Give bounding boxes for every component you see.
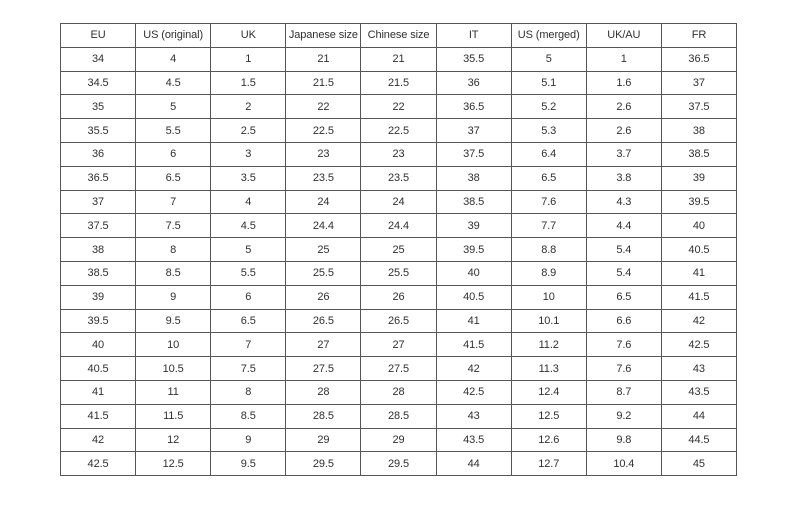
table-row	[61, 142, 737, 166]
table-cell: 28	[361, 380, 436, 404]
table-row	[61, 380, 737, 404]
table-cell: 7.5	[136, 214, 211, 238]
table-cell: 5.5	[211, 261, 286, 285]
table-cell: 10.1	[511, 309, 586, 333]
table-cell: 6	[136, 142, 211, 166]
table-row	[61, 404, 737, 428]
table-cell: 9	[211, 428, 286, 452]
table-cell: 43	[436, 404, 511, 428]
table-cell: 39.5	[661, 190, 736, 214]
column-header: IT	[436, 24, 511, 48]
table-cell: 2	[211, 95, 286, 119]
column-header: Japanese size	[286, 24, 361, 48]
table-cell: 29	[286, 428, 361, 452]
table-cell: 34.5	[61, 71, 136, 95]
table-row	[61, 190, 737, 214]
table-cell: 28.5	[286, 404, 361, 428]
table-cell: 2.5	[211, 119, 286, 143]
table-body	[61, 47, 737, 475]
table-cell: 8.5	[211, 404, 286, 428]
table-cell: 24	[361, 190, 436, 214]
table-cell: 29.5	[361, 452, 436, 476]
table-cell: 9.5	[211, 452, 286, 476]
table-cell: 26	[286, 285, 361, 309]
table-cell: 8.7	[586, 380, 661, 404]
table-cell: 6	[211, 285, 286, 309]
table-cell: 22.5	[286, 119, 361, 143]
table-cell: 25.5	[361, 261, 436, 285]
table-row	[61, 452, 737, 476]
table-cell: 22	[361, 95, 436, 119]
table-cell: 8	[136, 238, 211, 262]
column-header: US (merged)	[511, 24, 586, 48]
table-cell: 10	[136, 333, 211, 357]
table-cell: 4.5	[136, 71, 211, 95]
table-cell: 42	[61, 428, 136, 452]
table-cell: 37	[661, 71, 736, 95]
table-cell: 27.5	[286, 357, 361, 381]
table-cell: 2.6	[586, 119, 661, 143]
table-cell: 2.6	[586, 95, 661, 119]
table-cell: 41	[61, 380, 136, 404]
table-cell: 38.5	[61, 261, 136, 285]
table-cell: 3	[211, 142, 286, 166]
table-cell: 25	[286, 238, 361, 262]
table-cell: 4	[136, 47, 211, 71]
table-cell: 4.4	[586, 214, 661, 238]
table-cell: 8.5	[136, 261, 211, 285]
table-cell: 44.5	[661, 428, 736, 452]
table-cell: 36	[436, 71, 511, 95]
table-cell: 43.5	[436, 428, 511, 452]
table-cell: 28.5	[361, 404, 436, 428]
table-cell: 7.6	[586, 357, 661, 381]
table-cell: 5	[136, 95, 211, 119]
table-cell: 42.5	[436, 380, 511, 404]
table-cell: 39.5	[61, 309, 136, 333]
table-cell: 21	[286, 47, 361, 71]
table-cell: 8	[211, 380, 286, 404]
table-cell: 41.5	[661, 285, 736, 309]
table-cell: 9.2	[586, 404, 661, 428]
table-cell: 12.6	[511, 428, 586, 452]
table-cell: 43	[661, 357, 736, 381]
table-cell: 8.9	[511, 261, 586, 285]
table-cell: 1.5	[211, 71, 286, 95]
table-cell: 45	[661, 452, 736, 476]
table-cell: 4	[211, 190, 286, 214]
table-cell: 9	[136, 285, 211, 309]
table-cell: 5.3	[511, 119, 586, 143]
table-cell: 40.5	[661, 238, 736, 262]
table-cell: 41.5	[61, 404, 136, 428]
table-cell: 10.4	[586, 452, 661, 476]
table-cell: 26.5	[361, 309, 436, 333]
table-cell: 39.5	[436, 238, 511, 262]
table-row	[61, 166, 737, 190]
table-cell: 11.5	[136, 404, 211, 428]
table-cell: 36.5	[436, 95, 511, 119]
table-cell: 41.5	[436, 333, 511, 357]
table-cell: 12.4	[511, 380, 586, 404]
table-cell: 9.5	[136, 309, 211, 333]
table-cell: 12.5	[136, 452, 211, 476]
table-row	[61, 285, 737, 309]
table-cell: 11	[136, 380, 211, 404]
size-conversion-table-container	[60, 23, 737, 476]
table-cell: 24.4	[286, 214, 361, 238]
table-row	[61, 357, 737, 381]
table-cell: 44	[436, 452, 511, 476]
table-cell: 37.5	[436, 142, 511, 166]
table-cell: 1.6	[586, 71, 661, 95]
table-cell: 4.3	[586, 190, 661, 214]
table-cell: 1	[211, 47, 286, 71]
table-cell: 29	[361, 428, 436, 452]
table-cell: 12.5	[511, 404, 586, 428]
table-cell: 37.5	[661, 95, 736, 119]
table-cell: 11.2	[511, 333, 586, 357]
table-cell: 40.5	[436, 285, 511, 309]
table-cell: 39	[61, 285, 136, 309]
table-cell: 40	[61, 333, 136, 357]
table-cell: 5.5	[136, 119, 211, 143]
table-cell: 40	[661, 214, 736, 238]
table-cell: 36.5	[661, 47, 736, 71]
table-cell: 42	[436, 357, 511, 381]
table-header-row	[61, 24, 737, 48]
table-cell: 22	[286, 95, 361, 119]
table-cell: 24	[286, 190, 361, 214]
table-cell: 6.5	[211, 309, 286, 333]
table-cell: 21.5	[361, 71, 436, 95]
column-header: UK/AU	[586, 24, 661, 48]
table-cell: 7	[211, 333, 286, 357]
table-cell: 4.5	[211, 214, 286, 238]
table-cell: 7.6	[511, 190, 586, 214]
table-cell: 21.5	[286, 71, 361, 95]
table-cell: 11.3	[511, 357, 586, 381]
table-cell: 34	[61, 47, 136, 71]
table-cell: 10.5	[136, 357, 211, 381]
table-cell: 23.5	[286, 166, 361, 190]
table-cell: 3.5	[211, 166, 286, 190]
table-cell: 12	[136, 428, 211, 452]
table-cell: 5	[211, 238, 286, 262]
table-cell: 5.4	[586, 261, 661, 285]
table-cell: 38	[661, 119, 736, 143]
table-cell: 6.5	[586, 285, 661, 309]
table-cell: 8.8	[511, 238, 586, 262]
column-header: EU	[61, 24, 136, 48]
table-cell: 28	[286, 380, 361, 404]
table-cell: 37.5	[61, 214, 136, 238]
table-cell: 35	[61, 95, 136, 119]
table-cell: 7.6	[586, 333, 661, 357]
table-cell: 38	[436, 166, 511, 190]
table-row	[61, 309, 737, 333]
table-cell: 26	[361, 285, 436, 309]
table-row	[61, 47, 737, 71]
table-cell: 7.7	[511, 214, 586, 238]
table-row	[61, 214, 737, 238]
table-cell: 25.5	[286, 261, 361, 285]
table-row	[61, 95, 737, 119]
table-row	[61, 261, 737, 285]
table-cell: 40.5	[61, 357, 136, 381]
table-cell: 29.5	[286, 452, 361, 476]
table-cell: 27	[286, 333, 361, 357]
table-cell: 38.5	[661, 142, 736, 166]
table-row	[61, 238, 737, 262]
table-cell: 5.4	[586, 238, 661, 262]
table-cell: 27.5	[361, 357, 436, 381]
table-cell: 7.5	[211, 357, 286, 381]
table-cell: 12.7	[511, 452, 586, 476]
table-cell: 38	[61, 238, 136, 262]
table-cell: 38.5	[436, 190, 511, 214]
table-cell: 40	[436, 261, 511, 285]
table-cell: 44	[661, 404, 736, 428]
table-cell: 21	[361, 47, 436, 71]
column-header: UK	[211, 24, 286, 48]
table-cell: 37	[436, 119, 511, 143]
table-cell: 23	[286, 142, 361, 166]
table-cell: 25	[361, 238, 436, 262]
table-cell: 22.5	[361, 119, 436, 143]
table-cell: 6.5	[136, 166, 211, 190]
table-cell: 35.5	[436, 47, 511, 71]
table-cell: 5	[511, 47, 586, 71]
table-header	[61, 24, 737, 48]
table-cell: 6.5	[511, 166, 586, 190]
shoe-size-conversion-table	[60, 23, 737, 476]
table-row	[61, 333, 737, 357]
table-cell: 9.8	[586, 428, 661, 452]
table-cell: 6.4	[511, 142, 586, 166]
table-cell: 24.4	[361, 214, 436, 238]
table-cell: 36	[61, 142, 136, 166]
column-header: FR	[661, 24, 736, 48]
table-cell: 39	[661, 166, 736, 190]
table-cell: 41	[661, 261, 736, 285]
column-header: US (original)	[136, 24, 211, 48]
table-cell: 42.5	[661, 333, 736, 357]
table-cell: 35.5	[61, 119, 136, 143]
table-cell: 5.1	[511, 71, 586, 95]
table-cell: 23	[361, 142, 436, 166]
table-cell: 3.8	[586, 166, 661, 190]
table-cell: 36.5	[61, 166, 136, 190]
table-cell: 43.5	[661, 380, 736, 404]
table-cell: 1	[586, 47, 661, 71]
table-cell: 7	[136, 190, 211, 214]
column-header: Chinese size	[361, 24, 436, 48]
table-row	[61, 119, 737, 143]
table-row	[61, 71, 737, 95]
table-cell: 39	[436, 214, 511, 238]
table-cell: 3.7	[586, 142, 661, 166]
table-cell: 41	[436, 309, 511, 333]
table-cell: 5.2	[511, 95, 586, 119]
table-cell: 23.5	[361, 166, 436, 190]
table-row	[61, 428, 737, 452]
table-cell: 6.6	[586, 309, 661, 333]
table-cell: 42.5	[61, 452, 136, 476]
table-cell: 42	[661, 309, 736, 333]
table-cell: 27	[361, 333, 436, 357]
table-cell: 26.5	[286, 309, 361, 333]
table-cell: 37	[61, 190, 136, 214]
table-cell: 10	[511, 285, 586, 309]
